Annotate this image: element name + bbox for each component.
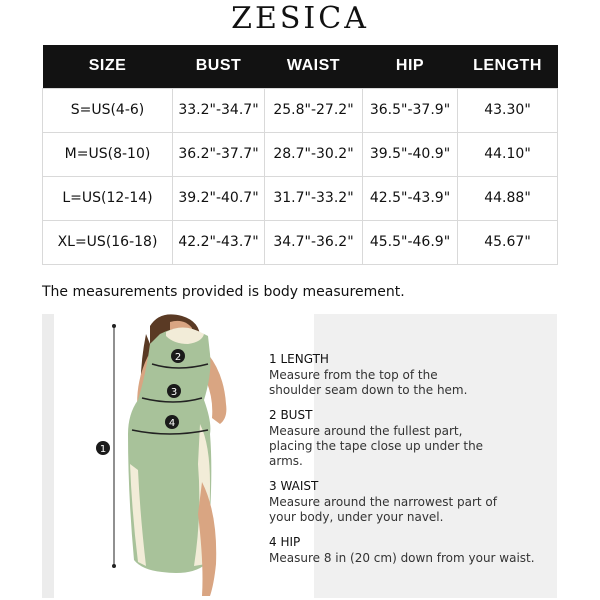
marker-1: [96, 441, 110, 455]
size-chart-table: [42, 45, 558, 265]
cell-waist: 25.8"-27.2": [265, 88, 363, 132]
ruler-top-dot: [112, 324, 116, 328]
cell-size: L=US(12-14): [43, 176, 173, 220]
instruction-body: Measure around the narrowest part of your body, under your navel.: [269, 495, 497, 524]
model-leg: [198, 482, 216, 596]
measurement-instructions: [269, 352, 559, 576]
ruler-bottom-dot: [112, 564, 116, 568]
brand-logo: ZESICA: [231, 1, 369, 36]
instruction-body: Measure from the top of the shoulder seam down to the hem.: [269, 368, 468, 397]
measurement-note: The measurements provided is body measurement.: [42, 284, 405, 300]
cell-length: 44.10": [458, 132, 558, 176]
header-hip: HIP: [363, 45, 458, 88]
cell-hip: 36.5"-37.9": [363, 88, 458, 132]
cell-hip: 42.5"-43.9": [363, 176, 458, 220]
instruction-body: Measure 8 in (20 cm) down from your waist.: [269, 551, 535, 565]
instruction-title: 3 WAIST: [269, 479, 319, 493]
instruction-title: 1 LENGTH: [269, 352, 329, 366]
table-row: [43, 132, 558, 176]
svg-text:1: 1: [99, 444, 107, 455]
instruction-title: 2 BUST: [269, 408, 313, 422]
cell-waist: 34.7"-36.2": [265, 220, 363, 264]
cell-bust: 36.2"-37.7": [173, 132, 265, 176]
table-header-row: [43, 45, 558, 88]
cell-length: 44.88": [458, 176, 558, 220]
marker-3: [167, 384, 181, 398]
cell-waist: 31.7"-33.2": [265, 176, 363, 220]
marker-4: [165, 415, 179, 429]
cell-waist: 28.7"-30.2": [265, 132, 363, 176]
cell-bust: 42.2"-43.7": [173, 220, 265, 264]
header-length: LENGTH: [458, 45, 558, 88]
cell-bust: 33.2"-34.7": [173, 88, 265, 132]
cell-size: S=US(4-6): [43, 88, 173, 132]
instruction-title: 4 HIP: [269, 535, 301, 549]
model-illustration: [42, 314, 282, 600]
header-waist: WAIST: [265, 45, 363, 88]
cell-bust: 39.2"-40.7": [173, 176, 265, 220]
cell-size: M=US(8-10): [43, 132, 173, 176]
cell-size: XL=US(16-18): [43, 220, 173, 264]
instruction-length: [269, 352, 559, 398]
table-row: [43, 176, 558, 220]
svg-text:4: 4: [168, 418, 176, 429]
cell-hip: 45.5"-46.9": [363, 220, 458, 264]
instruction-bust: [269, 408, 559, 469]
table-row: [43, 220, 558, 264]
cell-hip: 39.5"-40.9": [363, 132, 458, 176]
instruction-waist: [269, 479, 559, 525]
cell-length: 45.67": [458, 220, 558, 264]
svg-text:3: 3: [170, 387, 178, 398]
marker-2: [171, 349, 185, 363]
instruction-body: Measure around the fullest part, placing the tape close up under the arms.: [269, 424, 484, 468]
table-row: [43, 88, 558, 132]
cell-length: 43.30": [458, 88, 558, 132]
header-size: SIZE: [43, 45, 173, 88]
header-bust: BUST: [173, 45, 265, 88]
instruction-hip: [269, 535, 559, 566]
svg-text:2: 2: [174, 352, 182, 363]
